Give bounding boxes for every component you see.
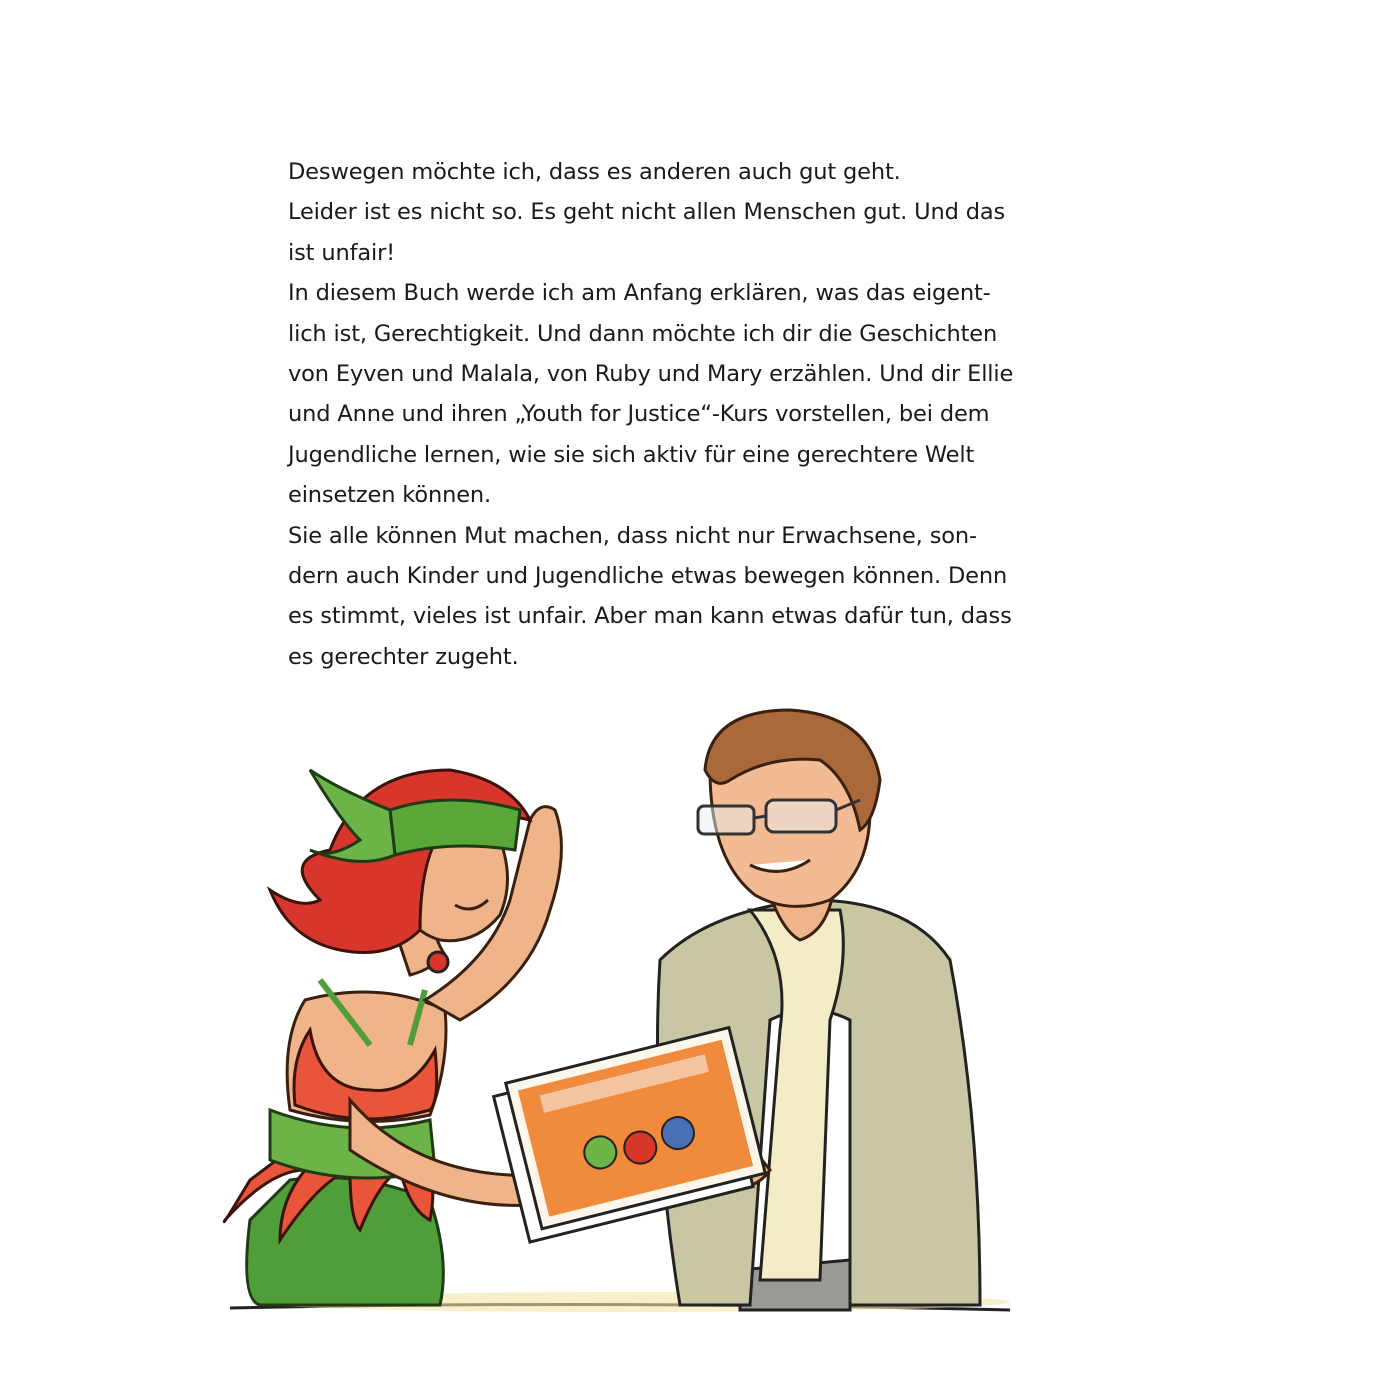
choker [428,952,448,972]
text-line: ist unfair! [288,239,396,266]
text-line: Sie alle können Mut machen, dass nicht nur Erwachsene, son- [288,522,977,549]
text-line: lich ist, Gerechtigkeit. Und dann möchte ich dir die Geschichten [288,320,998,347]
text-line: von Eyven und Malala, von Ruby und Mary erzählen. Und dir Ellie [288,361,1014,388]
text-line: und Anne und ihren „Youth for Justice“-Kurs vorstellen, bei dem [288,401,990,428]
text-line: Jugendliche lernen, wie sie sich aktiv für eine gerechtere Welt [288,441,975,468]
blindfold-bow [310,770,395,861]
man-figure [658,710,981,1310]
blindfold [390,800,520,855]
text-line: Deswegen möchte ich, dass es anderen auch gut geht. [288,159,901,185]
text-line: einsetzen können. [288,482,492,509]
text-line: es gerechter zugeht. [288,643,519,670]
glasses-right [766,800,836,832]
illustration-svg [210,700,1020,1330]
glasses-left [698,806,754,834]
text-line: Leider ist es nicht so. Es geht nicht allen Menschen gut. Und das [288,199,1006,226]
body-text [288,152,1028,677]
illustration-justice-handover [210,700,1020,1330]
text-line: dern auch Kinder und Jugendliche etwas bewegen können. Denn [288,563,1008,590]
woman-figure [224,770,561,1305]
text-line: In diesem Buch werde ich am Anfang erklären, was das eigent- [288,280,991,307]
text-line: es stimmt, vieles ist unfair. Aber man kann etwas dafür tun, dass [288,603,1012,630]
